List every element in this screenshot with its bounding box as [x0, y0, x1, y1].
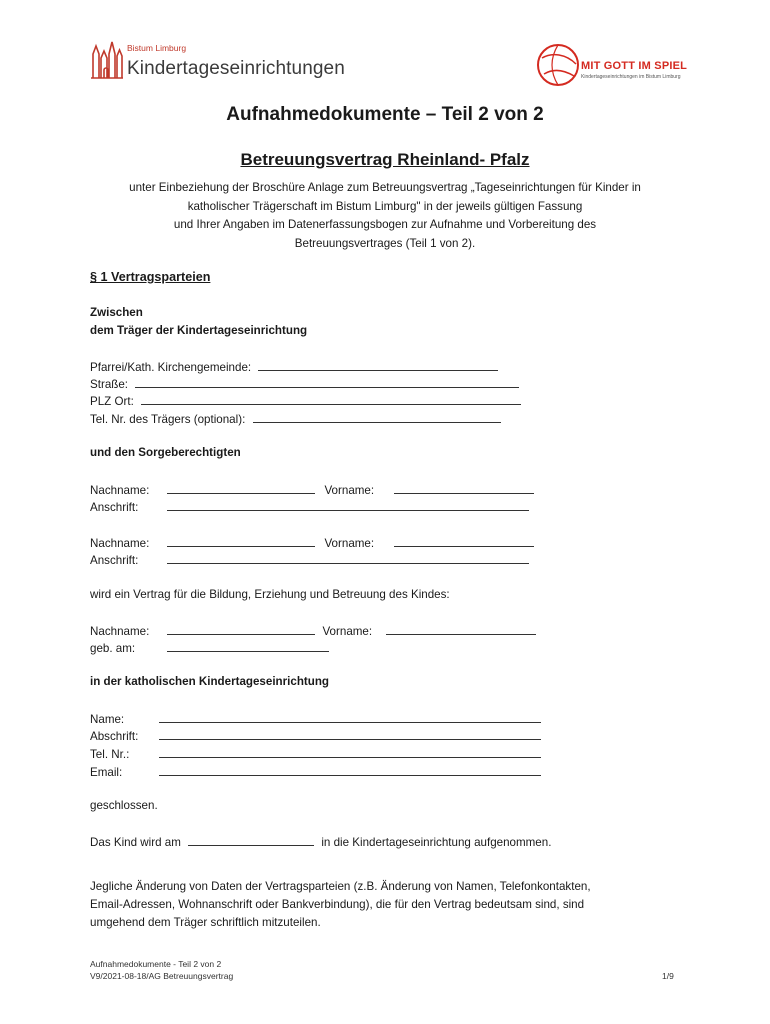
logo-left-top-text: Bistum Limburg — [127, 43, 187, 53]
kita-name-row — [90, 711, 541, 727]
aufnahme-date-field[interactable] — [188, 834, 314, 846]
aenderung-line: Jegliche Änderung von Daten der Vertragsparteien (z.B. Änderung von Namen, Telefonkontakten, — [90, 880, 591, 893]
parent2-anschrift-label: Anschrift: — [90, 554, 139, 567]
logo-right-sub-text: Kindertageseinrichtungen im Bistum Limburg — [581, 74, 681, 80]
aufnahme-row — [90, 834, 551, 850]
kita-tel-label: Tel. Nr.: — [90, 748, 130, 761]
section-heading: § 1 Vertragsparteien — [90, 270, 211, 284]
parent1-anschrift-field[interactable] — [167, 499, 529, 511]
kita-tel-row — [90, 746, 541, 762]
parent1-vorname-label: Vorname: — [324, 484, 375, 497]
pfarrei-label: Pfarrei/Kath. Kirchengemeinde: — [90, 361, 252, 374]
child-vorname-field[interactable] — [386, 623, 536, 635]
kita-name-label: Name: — [90, 713, 125, 726]
strasse-row — [90, 376, 519, 392]
parent2-name-row — [90, 535, 534, 551]
intro-paragraph — [80, 179, 690, 253]
intro-line: katholischer Trägerschaft im Bistum Limburg" in der jeweils gültigen Fassung — [187, 199, 583, 213]
aenderung-line: umgehend dem Träger schriftlich mitzuteilen. — [90, 916, 321, 929]
page-number: 1/9 — [662, 971, 674, 981]
parent1-vorname-field[interactable] — [394, 482, 534, 494]
parent2-address-row — [90, 552, 529, 568]
parent1-nachname-field[interactable] — [167, 482, 315, 494]
aenderung-line: Email-Adressen, Wohnanschrift oder Bankverbindung), die für den Vertrag bedeutsam sind, sind — [90, 898, 585, 911]
parent1-name-row — [90, 482, 534, 498]
traeger-tel-label: Tel. Nr. des Trägers (optional): — [90, 413, 246, 426]
footer-line2: V9/2021-08-18/AG Betreuungsvertrag — [90, 971, 234, 981]
plz-row — [90, 393, 521, 409]
cathedral-icon — [90, 40, 124, 80]
kita-anschrift-row — [90, 728, 541, 744]
child-geb-field[interactable] — [167, 640, 329, 652]
child-nachname-label: Nachname: — [90, 625, 150, 638]
pfarrei-row — [90, 359, 498, 375]
kita-tel-field[interactable] — [159, 746, 541, 758]
parent2-nachname-field[interactable] — [167, 535, 315, 547]
strasse-field[interactable] — [135, 376, 519, 388]
parent1-address-row — [90, 499, 529, 515]
footer-line1: Aufnahmedokumente - Teil 2 von 2 — [90, 959, 222, 969]
child-name-row — [90, 623, 536, 639]
parent1-anschrift-label: Anschrift: — [90, 501, 139, 514]
geschlossen-text: geschlossen. — [90, 799, 158, 812]
child-vorname-label: Vorname: — [322, 625, 373, 638]
traeger-heading: dem Träger der Kindertageseinrichtung — [90, 324, 308, 337]
kita-email-row — [90, 764, 541, 780]
vertrag-text: wird ein Vertrag für die Bildung, Erziehung und Betreuung des Kindes: — [90, 588, 450, 601]
kita-email-field[interactable] — [159, 764, 541, 776]
ball-icon — [536, 42, 582, 88]
parent2-nachname-label: Nachname: — [90, 537, 150, 550]
document-subtitle: Betreuungsvertrag Rheinland- Pfalz — [240, 150, 530, 169]
parent2-vorname-label: Vorname: — [324, 537, 375, 550]
intro-line: Betreuungsvertrages (Teil 1 von 2). — [294, 236, 476, 250]
plz-label: PLZ Ort: — [90, 395, 134, 408]
kita-email-label: Email: — [90, 766, 123, 779]
strasse-label: Straße: — [90, 378, 129, 391]
child-geb-row — [90, 640, 329, 656]
parent2-anschrift-field[interactable] — [167, 552, 529, 564]
kita-anschrift-field[interactable] — [159, 728, 541, 740]
logo-right-main-text: MIT GOTT IM SPIEL — [581, 60, 688, 72]
pfarrei-field[interactable] — [258, 359, 498, 371]
logo-left-main-text: Kindertageseinrichtungen — [127, 58, 345, 79]
kita-heading: in der katholischen Kindertageseinrichtung — [90, 675, 330, 688]
logo-mit-gott-im-spiel — [536, 42, 686, 90]
zwischen-label: Zwischen — [90, 306, 143, 319]
traeger-tel-field[interactable] — [253, 411, 501, 423]
intro-line: und Ihrer Angaben im Datenerfassungsbogen zur Aufnahme und Vorbereitung des — [173, 218, 597, 231]
child-geb-label: geb. am: — [90, 642, 136, 655]
kita-anschrift-label: Abschrift: — [90, 730, 139, 743]
page-title: Aufnahmedokumente – Teil 2 von 2 — [226, 104, 544, 125]
parent1-nachname-label: Nachname: — [90, 484, 150, 497]
logo-bistum-limburg — [90, 40, 350, 85]
parent2-vorname-field[interactable] — [394, 535, 534, 547]
aufnahme-pre-text: Das Kind wird am — [90, 836, 181, 849]
intro-line: unter Einbeziehung der Broschüre Anlage zum Betreuungsvertrag „Tageseinrichtungen für Kinder in — [129, 181, 641, 194]
traeger-tel-row — [90, 411, 501, 427]
sorge-heading: und den Sorgeberechtigten — [90, 446, 241, 459]
child-nachname-field[interactable] — [167, 623, 315, 635]
plz-field[interactable] — [141, 393, 521, 405]
aufnahme-post-text: in die Kindertageseinrichtung aufgenommen. — [321, 836, 552, 849]
kita-name-field[interactable] — [159, 711, 541, 723]
